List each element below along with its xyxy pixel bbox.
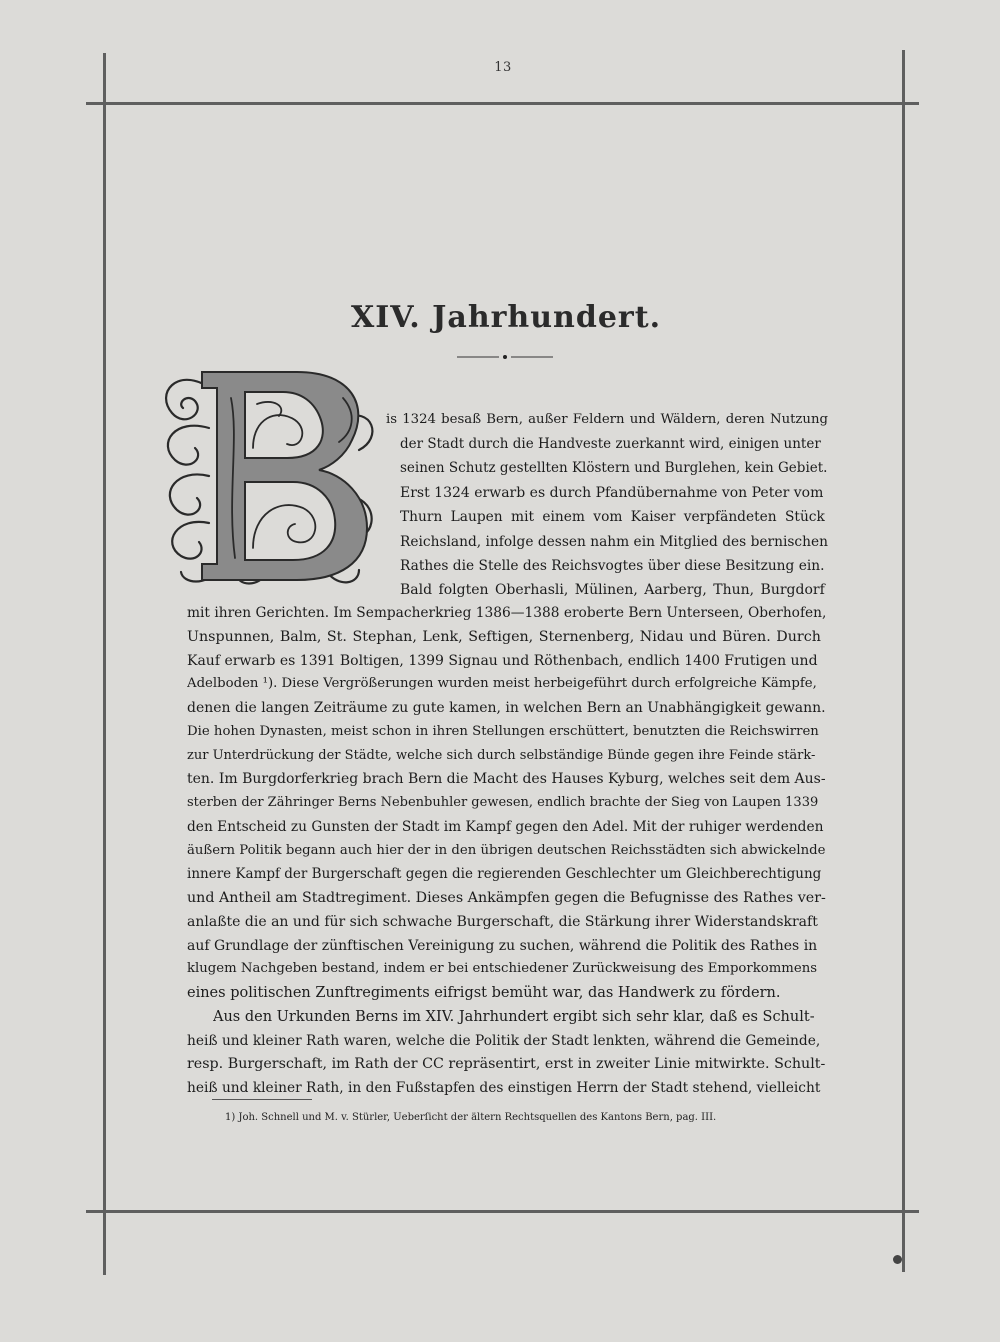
body-line: ten. Im Burgdorferkrieg brach Bern die Macht des Hauses Kyburg, welches seit dem Aus- bbox=[187, 771, 826, 787]
body-line: der Stadt durch die Handveste zuerkannt wird, einigen unter bbox=[400, 436, 821, 452]
body-line: Unspunnen, Balm, St. Stephan, Lenk, Seftigen, Sternenberg, Nidau und Büren. Durch bbox=[187, 629, 821, 645]
body-line: mit ihren Gerichten. Im Sempacherkrieg 1386—1388 eroberte Bern Unterseen, Oberhofen, bbox=[187, 605, 827, 621]
body-line: heiß und kleiner Rath waren, welche die Politik der Stadt lenkten, während die Gemeinde, bbox=[187, 1033, 821, 1049]
title-ornament bbox=[455, 352, 555, 362]
body-line: klugem Nachgeben bestand, indem er bei entschiedener Zurückweisung des Emporkommens bbox=[187, 961, 818, 976]
body-line: heiß und kleiner Rath, in den Fußstapfen des einstigen Herrn der Stadt stehend, vielleicht bbox=[187, 1080, 821, 1096]
body-line: is 1324 besaß Bern, außer Feldern und Wäldern, deren Nutzung bbox=[386, 412, 828, 427]
frame-left-rule bbox=[103, 53, 106, 1275]
body-line: Thurn Laupen mit einem vom Kaiser verpfändeten Stück bbox=[400, 509, 825, 525]
body-line: Adelboden ¹). Diese Vergrößerungen wurden meist herbeigeführt durch erfolgreiche Kämpfe, bbox=[187, 676, 817, 691]
frame-top-rule bbox=[86, 102, 919, 105]
frame-bottom-rule bbox=[86, 1210, 919, 1213]
body-line: zur Unterdrückung der Städte, welche sich durch selbständige Bünde gegen ihre Feinde stärk- bbox=[187, 748, 816, 763]
decorated-initial bbox=[147, 358, 383, 590]
body-line: äußern Politik begann auch hier der in den übrigen deutschen Reichsstädten sich abwickelnde bbox=[187, 843, 826, 858]
body-line: auf Grundlage der zünftischen Vereinigung zu suchen, während die Politik des Rathes in bbox=[187, 938, 818, 954]
body-line: den Entscheid zu Gunsten der Stadt im Kampf gegen den Adel. Mit der ruhiger werdenden bbox=[187, 819, 824, 835]
ink-spot bbox=[893, 1255, 902, 1264]
body-line: Kauf erwarb es 1391 Boltigen, 1399 Signau und Röthenbach, endlich 1400 Frutigen und bbox=[187, 653, 818, 669]
body-line: eines politischen Zunftregiments eifrigst bemüht war, das Handwerk zu fördern. bbox=[187, 985, 781, 1001]
chapter-title: XIV. Jahrhundert. bbox=[350, 300, 662, 335]
body-line: denen die langen Zeiträume zu gute kamen, in welchen Bern an Unabhängigkeit gewann. bbox=[187, 700, 826, 716]
body-line: Reichsland, infolge dessen nahm ein Mitglied des bernischen bbox=[400, 534, 828, 550]
body-line: Rathes die Stelle des Reichsvogtes über diese Besitzung ein. bbox=[400, 558, 825, 574]
body-line: seinen Schutz gestellten Klöstern und Burglehen, kein Gebiet. bbox=[400, 460, 828, 476]
body-line: resp. Burgerschaft, im Rath der CC repräsentirt, erst in zweiter Linie mitwirkte. Schult- bbox=[187, 1056, 826, 1072]
body-line: anlaßte die an und für sich schwache Burgerschaft, die Stärkung ihrer Widerstandskraft bbox=[187, 914, 818, 930]
footnote-rule bbox=[212, 1099, 312, 1100]
body-line: Die hohen Dynasten, meist schon in ihren Stellungen erschüttert, benutzten die Reichswirren bbox=[187, 724, 819, 739]
frame-right-rule bbox=[902, 50, 905, 1272]
body-line: und Antheil am Stadtregiment. Dieses Ankämpfen gegen die Befugnisse des Rathes ver- bbox=[187, 890, 826, 906]
page-number: 13 bbox=[494, 60, 512, 75]
body-line: innere Kampf der Burgerschaft gegen die regierenden Geschlechter um Gleichberechtigung bbox=[187, 866, 822, 882]
body-line: Aus den Urkunden Berns im XIV. Jahrhundert ergibt sich sehr klar, daß es Schult- bbox=[213, 1009, 815, 1025]
body-line: sterben der Zähringer Berns Nebenbuhler gewesen, endlich brachte der Sieg von Laupen 1339 bbox=[187, 795, 819, 810]
body-line: Erst 1324 erwarb es durch Pfandübernahme von Peter vom bbox=[400, 485, 824, 501]
body-line: Bald folgten Oberhasli, Mülinen, Aarberg, Thun, Burgdorf bbox=[400, 582, 825, 598]
footnote: 1) Joh. Schnell und M. v. Stürler, Ueberſicht der ältern Rechtsquellen des Kantons Bern, pag. III. bbox=[225, 1112, 717, 1123]
